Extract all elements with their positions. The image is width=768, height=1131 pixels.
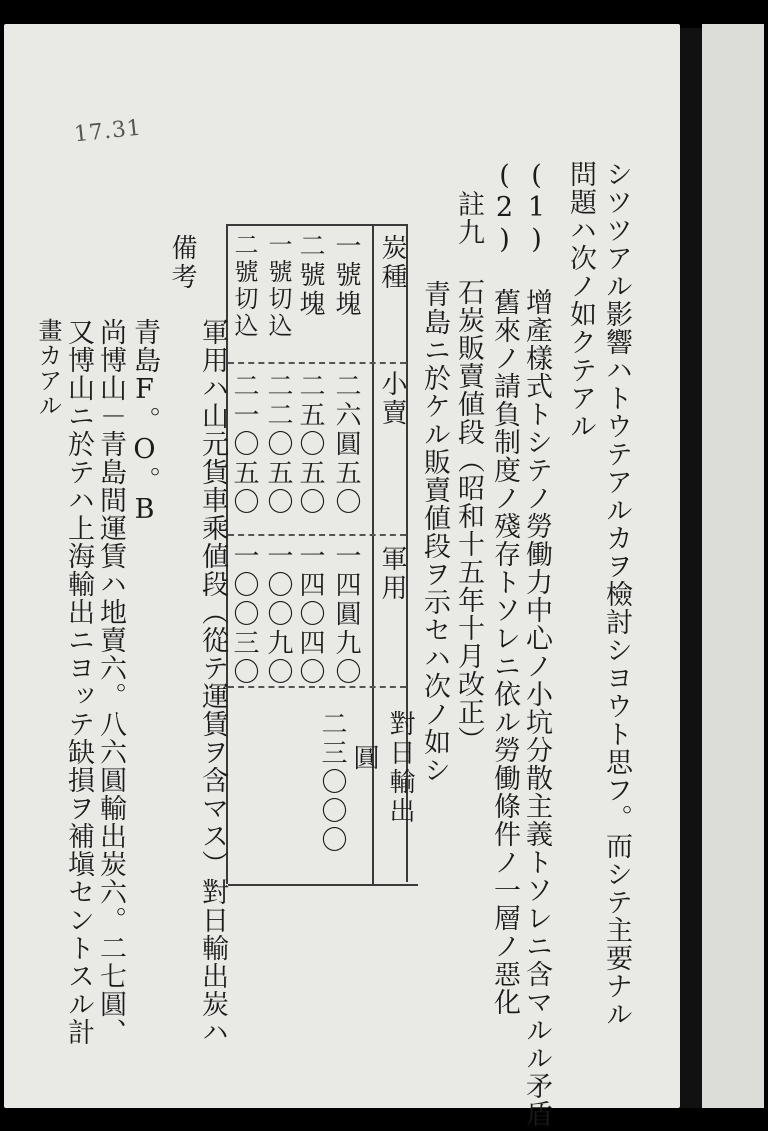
page-number: 17.31 <box>72 115 144 148</box>
row-retail-3: 二二〇五〇 <box>263 372 293 517</box>
header-export: 對日輸出 <box>385 710 415 826</box>
row-military-2: 一四〇四〇 <box>295 542 325 687</box>
remark-line-3: 尚博山－青島間運賃ハ地賣六。八六圓輸出炭六。二七圓、 <box>95 318 126 1046</box>
body-line-2: 問題ハ次ノ如クテアル <box>565 160 596 440</box>
table-top-rule <box>226 224 408 226</box>
row-type-1: 一號塊 <box>331 232 361 319</box>
body-line-1: シツツアル影響ハトウテアルカヲ檢討シヨウト思フ。而シテ主要ナル <box>601 160 632 1028</box>
note-line-2: 青島ニ於ケル販賣値段ヲ示セハ次ノ如シ <box>419 280 450 784</box>
binding-gutter <box>680 28 702 1108</box>
note-line-1: 註九 石炭販賣値段（昭和十五年十月改正） <box>453 190 484 754</box>
export-unit: 圓 <box>349 744 379 773</box>
remarks-label: 備考 <box>167 234 197 292</box>
body-line-3: (1) 增產樣式トシテノ勞働力中心ノ小坑分散主義トソレニ含マルル矛盾 <box>521 160 552 1128</box>
row-type-3: 一號切込 <box>264 232 292 340</box>
row-military-1: 一四圓九〇 <box>331 542 361 687</box>
row-military-4: 一〇〇三〇 <box>229 542 259 687</box>
row-retail-4: 二一〇五〇 <box>229 372 259 517</box>
export-price: 二三〇〇〇 <box>317 710 347 855</box>
remark-line-2: 青島F。O。B <box>129 318 160 526</box>
header-retail: 小賣 <box>377 370 407 428</box>
row-type-2: 二號塊 <box>295 232 325 319</box>
row-retail-2: 二五〇五〇 <box>295 372 325 517</box>
remark-line-5: 畫カアル <box>34 318 62 418</box>
row-rule-1 <box>228 362 406 364</box>
header-coal-type: 炭種 <box>377 234 407 292</box>
body-line-4: (2) 舊來ノ請負制度ノ殘存トソレニ依ル勞働條件ノ一層ノ惡化 <box>489 160 520 1016</box>
remark-line-4: 又博山ニ於テハ上海輸出ニヨッテ缺損ヲ補塡セントスル計 <box>63 318 94 1046</box>
row-type-4: 二號切込 <box>230 232 258 340</box>
row-rule-2 <box>228 534 406 536</box>
row-military-3: 一〇〇九〇 <box>263 542 293 687</box>
header-military: 軍用 <box>377 545 407 603</box>
facing-page-edge <box>702 24 764 1108</box>
remark-line-1: 軍用ハ山元貨車乘値段（從テ運賃ヲ含マス）對日輸出炭ハ <box>197 318 228 1046</box>
header-column-rule <box>372 226 374 884</box>
table-bottom-rule <box>228 884 418 886</box>
row-retail-1: 二六圓五〇 <box>331 372 361 517</box>
